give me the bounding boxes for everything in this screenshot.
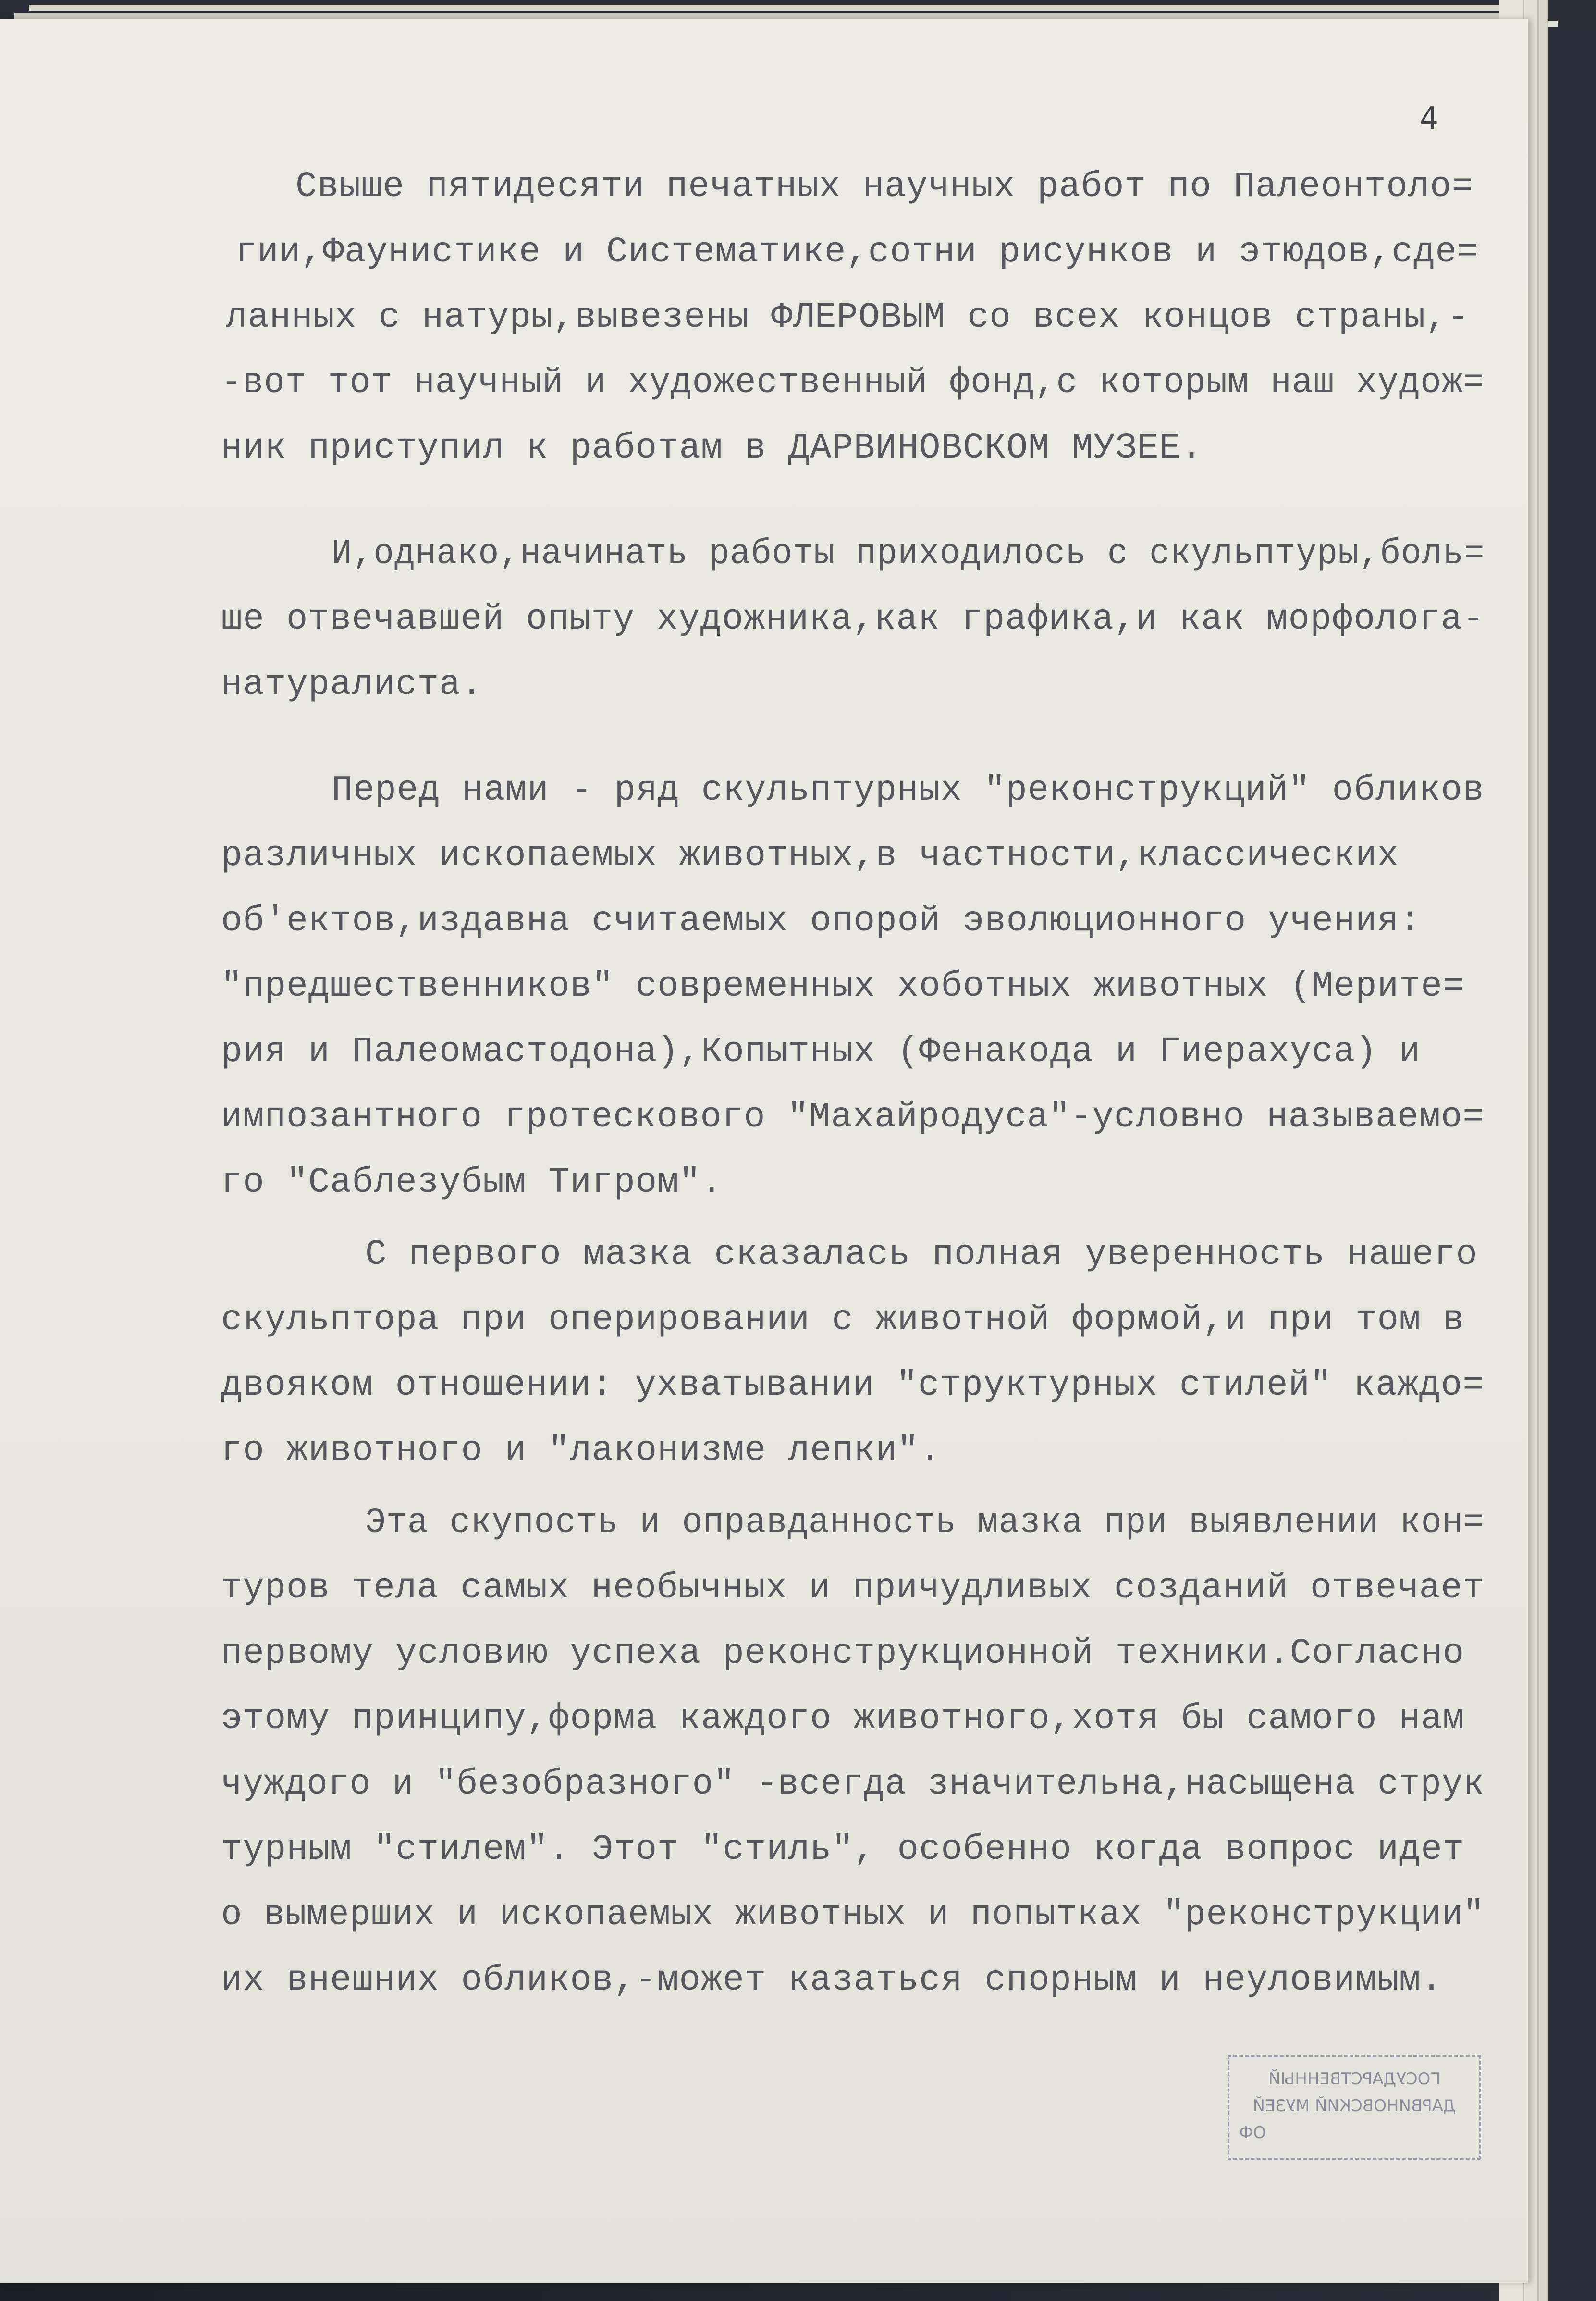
text-line: "предшественников" современных хоботных животных (Меритe= (221, 966, 1465, 1007)
text-line: натуралиста. (221, 665, 483, 705)
page-number: 4 (1420, 101, 1438, 136)
text-line: турным "стилем". Этот "стиль", особенно когда вопрос идет (221, 1830, 1465, 1870)
text-line: рия и Палеомастодона),Копытных (Фенакода и Гиерахуса) и (221, 1032, 1421, 1072)
typed-page (0, 19, 1528, 2283)
text-line: туров тела самых необычных и причудливых созданий отвечает (221, 1568, 1485, 1608)
stamp-text: ГОСУДАРСТВЕННЫЙ (1268, 2069, 1441, 2089)
text-line: двояком отношении: ухватывании "структурных стилей" каждо= (221, 1365, 1485, 1406)
text-line: о вымерших и ископаемых животных и попытках "реконструкции" (221, 1895, 1485, 1935)
text-line: импозантного гротескового "Махайродуса"-условно называемо= (221, 1097, 1485, 1138)
stamp-text: ОФ (1239, 2123, 1266, 2142)
text-line: ник приступил к работам в ДАРВИНОВСКОМ МУЗЕЕ. (221, 428, 1203, 469)
text-line: ше отвечавшей опыту художника,как графика,и как морфолога- (221, 599, 1485, 640)
text-line: го "Саблезубым Тигром". (221, 1163, 723, 1203)
text-line: их внешних обликов,-может казаться спорным и неуловимым. (221, 1960, 1443, 2001)
text-line: скульптора при оперировании с животной формой,и при том в (221, 1300, 1465, 1340)
text-line: первому условию успеха реконструкционной техники.Согласно (221, 1633, 1465, 1674)
text-line: этому принципу,форма каждого животного,хотя бы самого нам (221, 1699, 1465, 1739)
text-line: гии,Фаунистике и Систематике,сотни рисунков и этюдов,сде= (235, 232, 1479, 272)
text-line: го животного и "лаконизме лепки". (221, 1431, 941, 1471)
text-line: ланных с натуры,вывезены ФЛЕРОВЫМ со всех концов страны,- (226, 297, 1470, 338)
text-line: С первого мазка сказалась полная уверенность нашего (365, 1235, 1478, 1275)
text-line: Свыше пятидесяти печатных научных работ по Палеонтоло= (295, 167, 1473, 207)
text-line: И,однако,начинать работы приходилось с скульптуры,боль= (331, 534, 1485, 574)
text-line: -вот тот научный и художественный фонд,с которым наш худож= (221, 363, 1485, 403)
archive-stamp (1228, 2055, 1481, 2160)
page-edge (29, 5, 1538, 11)
page-edge (14, 13, 1548, 19)
text-line: об'ектов,издавна считаемых опорой эволюционного учения: (221, 901, 1421, 941)
text-line: различных ископаемых животных,в частности,классических (221, 836, 1399, 876)
stamp-text: ДАРВИНОВСКИЙ МУЗЕЙ (1252, 2096, 1456, 2115)
text-line: Эта скупость и оправданность мазка при выявлении кон= (365, 1503, 1485, 1543)
text-line: Перед нами - ряд скульптурных "реконструкций" обликов (331, 770, 1485, 811)
text-line: чуждого и "безобразного" -всегда значительна,насыщена струк (221, 1764, 1485, 1805)
